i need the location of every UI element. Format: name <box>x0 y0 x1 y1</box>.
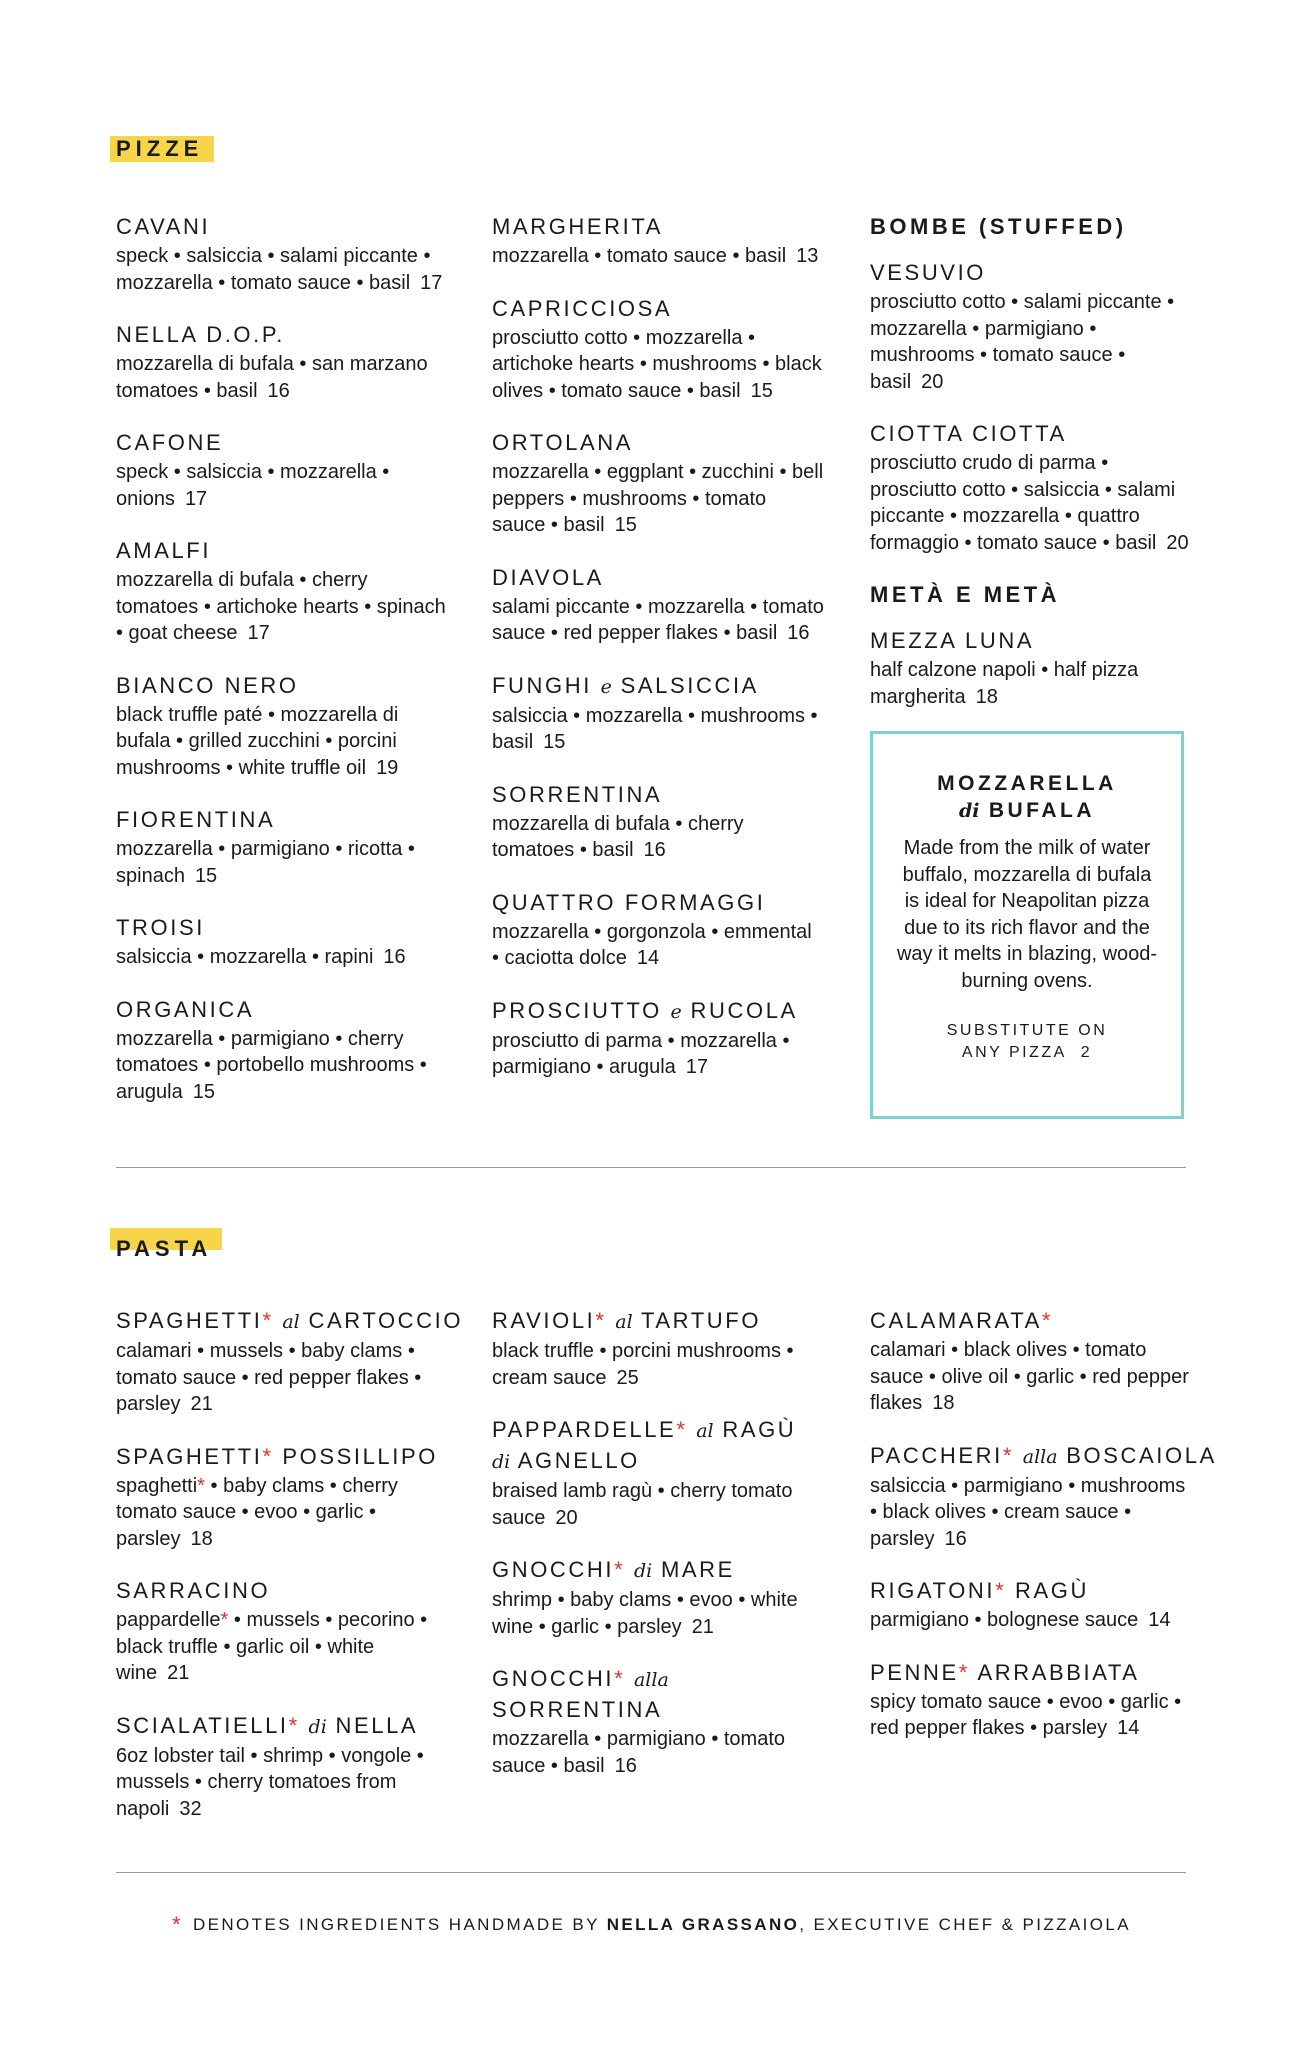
menu-item: VESUVIO prosciutto cotto • salami piccante • mozzarella • parmigiano • mushrooms • tomato sauce • basil 20 <box>870 260 1175 393</box>
menu-item: PACCHERI* alla BOSCAIOLA salsiccia • parmigiano • mushrooms • black olives • cream sauce • parsley 16 <box>870 1442 1217 1550</box>
footer-note: * DENOTES INGREDIENTS HANDMADE BY NELLA GRASSANO, EXECUTIVE CHEF & PIZZAIOLA <box>172 1912 1131 1937</box>
asterisk-icon: * <box>172 1912 183 1937</box>
pizze-heading: PIZZE <box>110 136 203 162</box>
section-divider <box>116 1167 1186 1168</box>
menu-item: BIANCO NERO black truffle paté • mozzarella di bufala • grilled zucchini • porcini mushrooms • white truffle oil 19 <box>116 672 399 779</box>
menu-item: RAVIOLI* al TARTUFO black truffle • porcini mushrooms • cream sauce 25 <box>492 1308 794 1389</box>
menu-item: QUATTRO FORMAGGI mozzarella • gorgonzola • emmental • caciotta dolce 14 <box>492 889 812 969</box>
menu-item: PAPPARDELLE* al RAGÙ di AGNELLO braised lamb ragù • cherry tomato sauce 20 <box>492 1417 797 1529</box>
menu-item: CAVANI speck • salsiccia • salami piccante • mozzarella • tomato sauce • basil 17 <box>116 214 443 294</box>
menu-item: ORTOLANA mozzarella • eggplant • zucchini • bell peppers • mushrooms • tomato sauce • basil 15 <box>492 430 824 536</box>
menu-item: CALAMARATA* calamari • black olives • tomato sauce • olive oil • garlic • red pepper flakes 18 <box>870 1308 1189 1414</box>
menu-item: CAFONE speck • salsiccia • mozzarella • onions 17 <box>116 430 390 510</box>
menu-item: FIORENTINA mozzarella • parmigiano • ricotta • spinach 15 <box>116 807 415 887</box>
pizze-column-3 <box>870 213 1200 735</box>
menu-item: MARGHERITA mozzarella • tomato sauce • basil 13 <box>492 214 819 267</box>
pasta-column-3 <box>870 1307 1217 1767</box>
pizze-column-1 <box>116 213 456 1130</box>
menu-item: TROISI salsiccia • mozzarella • rapini 16 <box>116 915 406 968</box>
menu-item: SORRENTINA mozzarella di bufala • cherry tomatoes • basil 16 <box>492 781 744 861</box>
menu-item: DIAVOLA salami piccante • mozzarella • tomato sauce • red pepper flakes • basil 16 <box>492 564 824 644</box>
menu-item: PROSCIUTTO e RUCOLA prosciutto di parma • mozzarella • parmigiano • arugula 17 <box>492 997 798 1078</box>
menu-item: SPAGHETTI* al CARTOCCIO calamari • mussels • baby clams • tomato sauce • red pepper flakes • parsley 21 <box>116 1308 464 1415</box>
menu-item: SCIALATIELLI* di NELLA 6oz lobster tail • shrimp • vongole • mussels • cherry tomatoes from napoli 32 <box>116 1712 424 1820</box>
meta-e-meta-title: METÀ E METÀ <box>870 582 1061 607</box>
menu-item: PENNE* ARRABBIATA spicy tomato sauce • evoo • garlic • red pepper flakes • parsley 14 <box>870 1659 1182 1739</box>
footer-divider <box>116 1872 1186 1873</box>
menu-item: CAPRICCIOSA prosciutto cotto • mozzarella • artichoke hearts • mushrooms • black olives • tomato sauce • basil 15 <box>492 295 822 402</box>
menu-item: AMALFI mozzarella di bufala • cherry tomatoes • artichoke hearts • spinach • goat cheese 17 <box>116 538 446 644</box>
chef-name: NELLA GRASSANO <box>606 1915 800 1934</box>
menu-item: RIGATONI* RAGÙ parmigiano • bolognese sauce 14 <box>870 1578 1171 1631</box>
menu-item: SARRACINO pappardelle* • mussels • pecorino • black truffle • garlic oil • white wine 21 <box>116 1578 428 1684</box>
pasta-column-2 <box>492 1307 832 1804</box>
info-box-body: Made from the milk of water buffalo, mozzarella di bufala is ideal for Neapolitan pizza due to its rich flavor and the way it melts in blazing, wood-burning ovens. <box>896 837 1158 992</box>
pasta-column-1 <box>116 1307 464 1847</box>
menu-item: CIOTTA CIOTTA prosciutto crudo di parma • prosciutto cotto • salsiccia • salami piccante • mozzarella • quattro formaggio • tomato sauce • basil 20 <box>870 421 1189 554</box>
bombe-title: BOMBE (STUFFED) <box>870 214 1127 239</box>
info-box-substitute: SUBSTITUTE ON ANY PIZZA 2 <box>946 1022 1108 1061</box>
pasta-heading: PASTA <box>110 1236 212 1262</box>
pizze-column-2 <box>492 213 832 1106</box>
menu-item: ORGANICA mozzarella • parmigiano • cherry tomatoes • portobello mushrooms • arugula 15 <box>116 996 427 1103</box>
menu-item: GNOCCHI* alla SORRENTINA mozzarella • parmigiano • tomato sauce • basil 16 <box>492 1666 786 1777</box>
menu-item: MEZZA LUNA half calzone napoli • half pizza margherita 18 <box>870 628 1139 708</box>
info-box-title: MOZZARELLA di BUFALA <box>937 772 1117 822</box>
menu-item: SPAGHETTI* POSSILLIPO spaghetti* • baby clams • cherry tomato sauce • evoo • garlic • parsley 18 <box>116 1443 438 1550</box>
mozzarella-info-box <box>870 731 1184 1119</box>
menu-item: GNOCCHI* di MARE shrimp • baby clams • evoo • white wine • garlic • parsley 21 <box>492 1557 798 1638</box>
menu-item: NELLA D.O.P. mozzarella di bufala • san marzano tomatoes • basil 16 <box>116 322 428 402</box>
menu-item: FUNGHI e SALSICCIA salsiccia • mozzarella • mushrooms • basil 15 <box>492 672 818 753</box>
